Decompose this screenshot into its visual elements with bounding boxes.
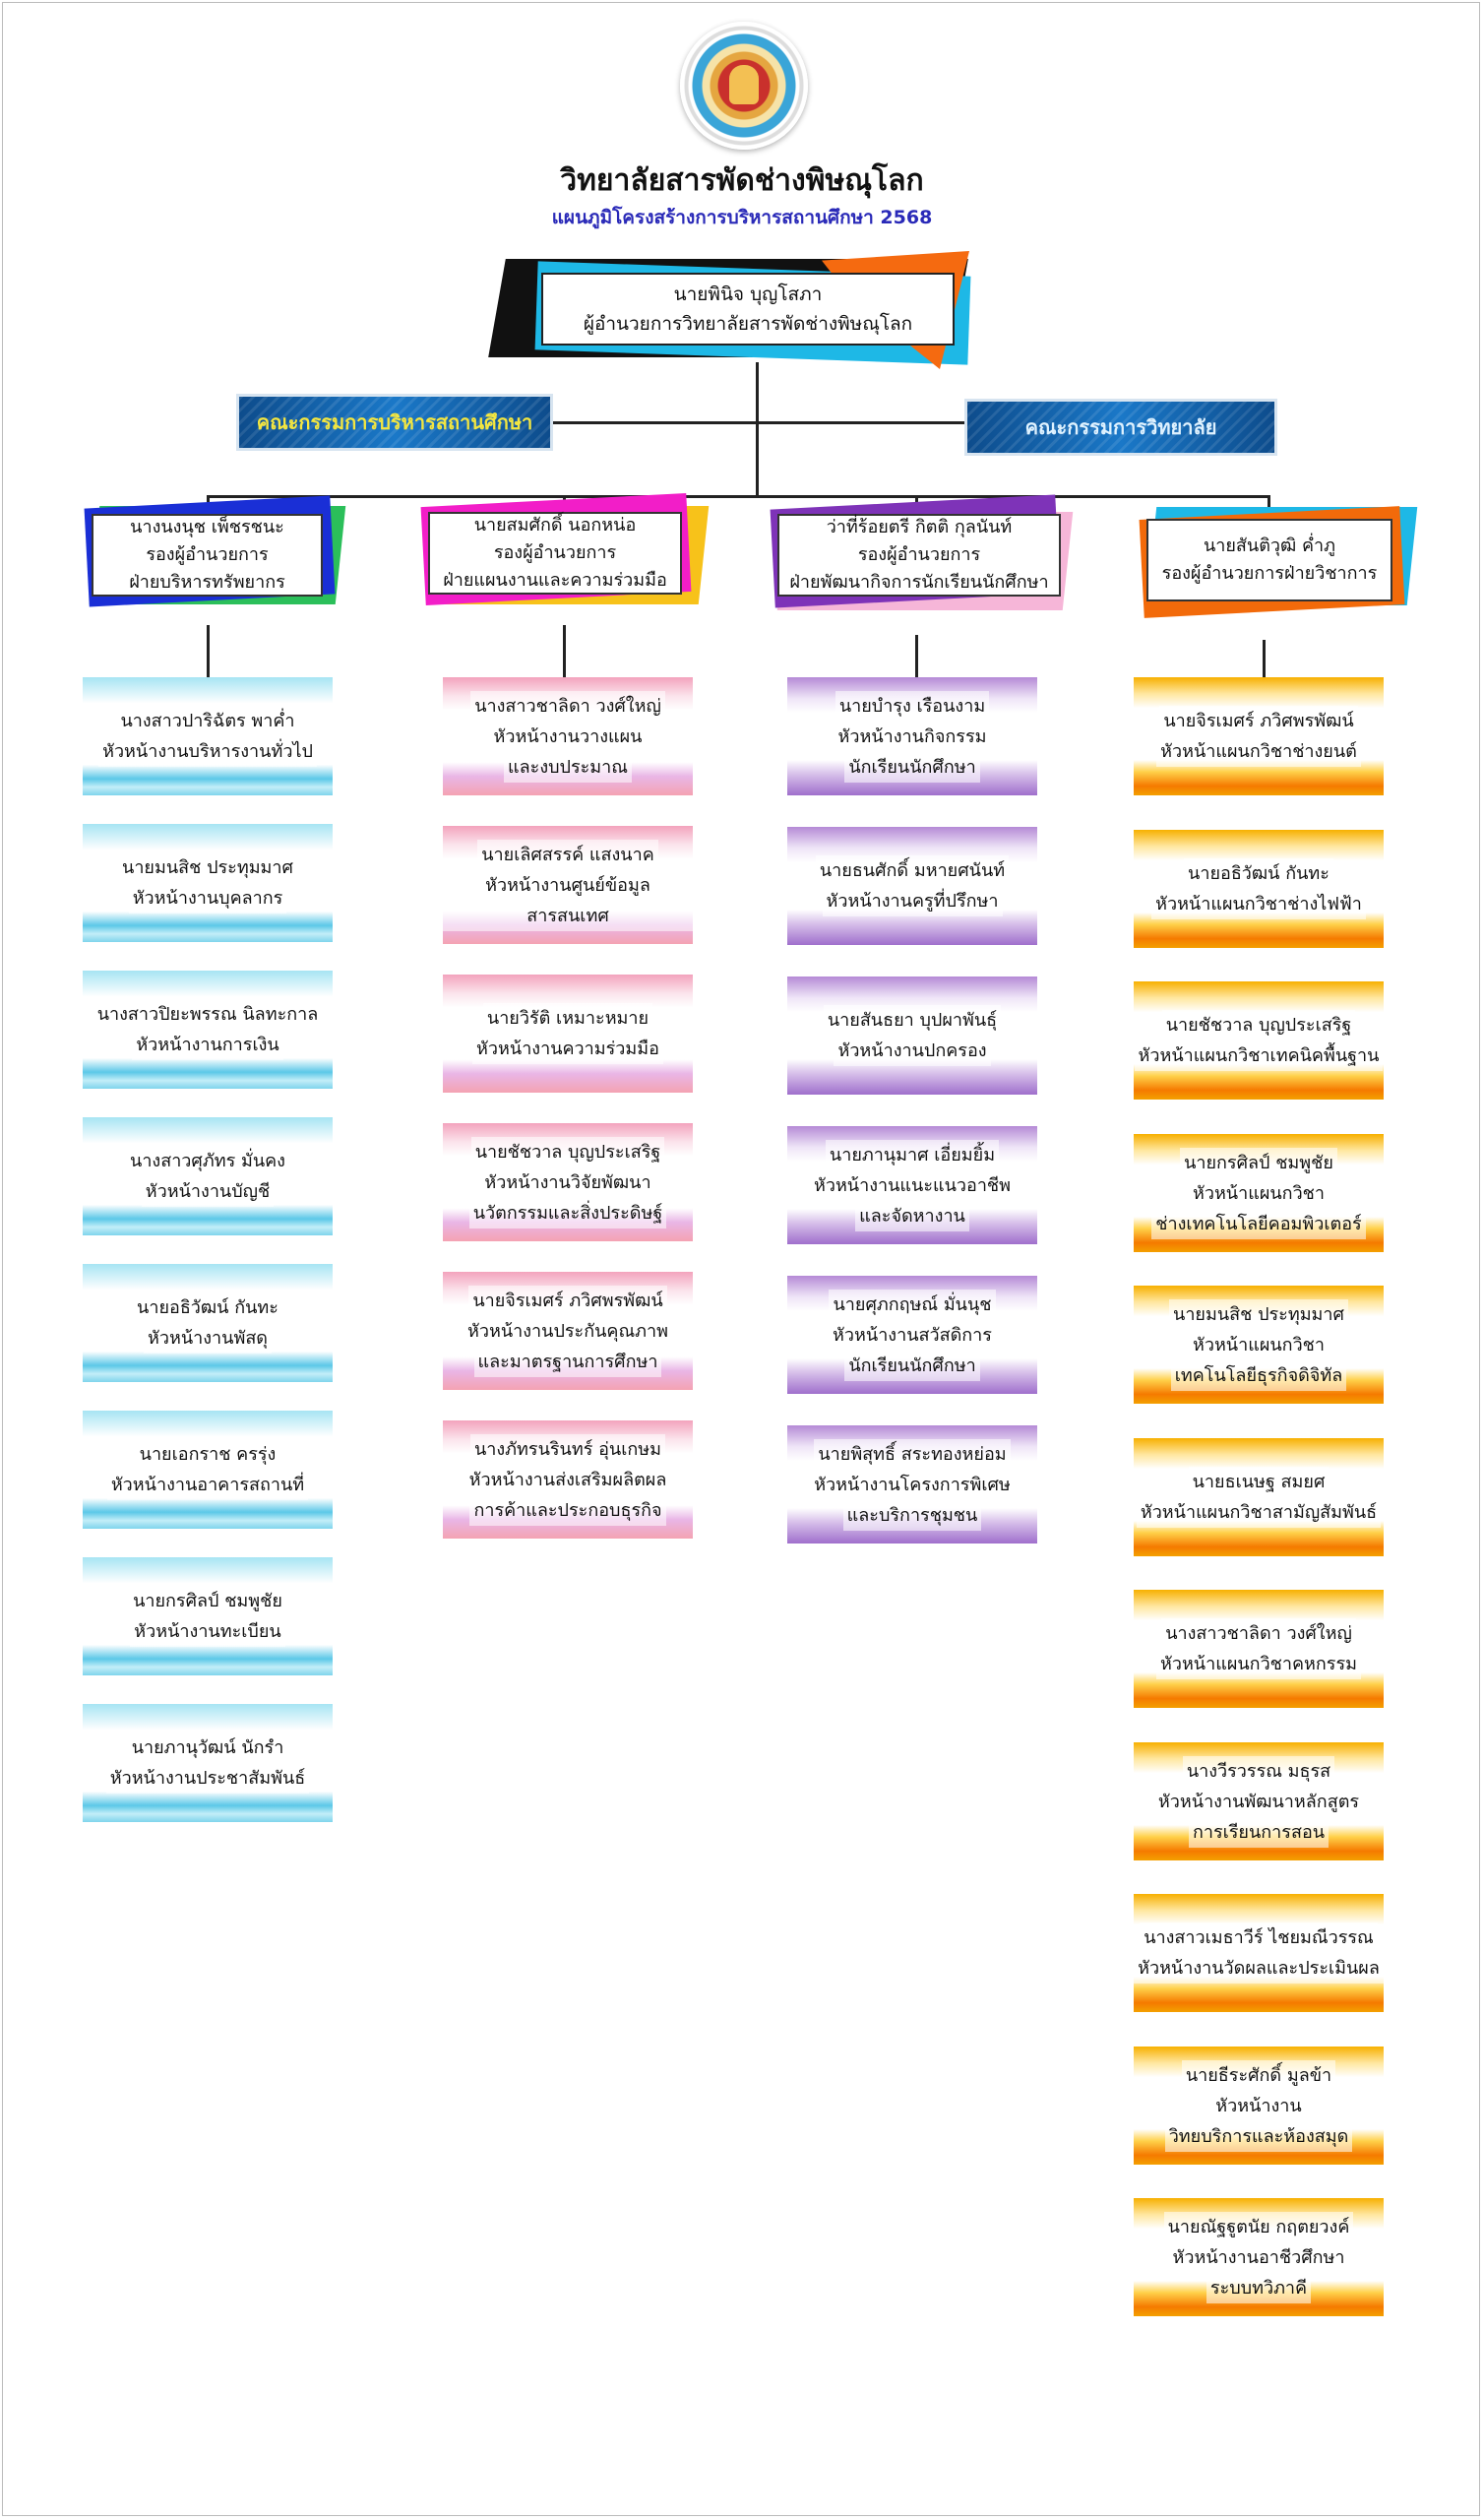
member-card	[83, 1117, 333, 1235]
member-card	[1134, 1286, 1384, 1404]
member-card-line: หัวหน้างานประกันคุณภาพ	[464, 1316, 672, 1347]
director-title: ผู้อำนวยการวิทยาลัยสารพัดช่างพิษณุโลก	[583, 313, 913, 335]
member-card-line: นายณัฐฐูตนัย กฤตยวงค์	[1164, 2212, 1354, 2242]
member-card-line: นายชัชวาล บุญประเสริฐ	[471, 1137, 665, 1167]
deputy-node	[763, 502, 1068, 610]
member-card-line: หัวหน้างานบริหารงานทั่วไป	[98, 736, 317, 767]
member-card-line: หัวหน้าแผนกวิชาคหกรรม	[1156, 1649, 1361, 1679]
member-card	[787, 1276, 1037, 1394]
member-card-line: นางสาวศุภัทร มั่นคง	[126, 1146, 289, 1176]
member-card	[443, 1420, 693, 1539]
member-card	[83, 971, 333, 1089]
member-card-line: นายเลิศสรรค์ แสงนาค	[477, 840, 657, 870]
member-card-line: หัวหน้างานประชาสัมพันธ์	[106, 1763, 310, 1794]
member-card-line: นายมนสิช ประทุมมาศ	[1169, 1299, 1348, 1330]
member-card-line: หัวหน้าแผนกวิชาเทคนิคพื้นฐาน	[1135, 1040, 1384, 1071]
member-card	[787, 1425, 1037, 1544]
deputy-line: ว่าที่ร้อยตรี กิตติ กุลนันท์	[826, 517, 1013, 537]
member-card-line: นายเอกราช ครรุ่ง	[136, 1439, 280, 1470]
member-card-line: หัวหน้างานส่งเสริมผลิตผล	[465, 1465, 671, 1495]
member-card-line: นายกรศิลป์ ชมพูชัย	[129, 1586, 286, 1616]
member-card	[443, 975, 693, 1093]
member-card	[443, 826, 693, 944]
member-card-line: นักเรียนนักศึกษา	[844, 1351, 979, 1381]
member-card-line: นายธีระศักดิ์ มูลข้า	[1182, 2060, 1335, 2091]
member-card	[443, 677, 693, 795]
director-node	[497, 251, 979, 369]
member-card-line: นักเรียนนักศึกษา	[844, 752, 979, 783]
member-card	[1134, 1742, 1384, 1860]
member-card-line: และงบประมาณ	[504, 752, 632, 783]
member-card-line: หัวหน้างานอาคารสถานที่	[107, 1470, 308, 1500]
member-card-line: นวัตกรรมและสิ่งประดิษฐ์	[469, 1198, 667, 1228]
member-card-line: หัวหน้างานแนะแนวอาชีพ	[810, 1170, 1015, 1201]
committee-connector-line	[547, 421, 970, 424]
deputy-line: นางนงนุช เพ็ชรชนะ	[130, 517, 284, 537]
member-card-line: หัวหน้าแผนกวิชา	[1189, 1330, 1329, 1360]
member-card	[1134, 677, 1384, 795]
member-card-line: นายภานุวัฒน์ นักรำ	[128, 1732, 288, 1763]
member-card-line: นายจิรเมศร์ ภวิศพรพัฒน์	[1159, 706, 1357, 736]
member-card-line: และจัดหางาน	[855, 1201, 969, 1231]
deputy-line: รองผู้อำนวยการ	[857, 544, 981, 565]
member-card-line: ช่างเทคโนโลยีคอมพิวเตอร์	[1151, 1209, 1365, 1239]
deputy-line: ฝ่ายบริหารทรัพยากร	[129, 572, 285, 593]
member-card	[1134, 1894, 1384, 2012]
deputy-node	[413, 500, 699, 608]
member-card-line: หัวหน้างาน	[1211, 2091, 1305, 2121]
member-card	[1134, 981, 1384, 1100]
member-card-line: การค้าและประกอบธุรกิจ	[469, 1495, 665, 1526]
member-card-line: หัวหน้างานศูนย์ข้อมูลสารสนเทศ	[443, 870, 693, 931]
member-card-line: นางสาวชาลิดา วงศ์ใหญ่	[470, 691, 665, 722]
member-card	[1134, 1134, 1384, 1252]
member-card	[83, 824, 333, 942]
college-emblem-icon	[680, 22, 808, 150]
member-card-line: หัวหน้างานวัดผลและประเมินผล	[1134, 1953, 1384, 1984]
deputy-line: รองผู้อำนวยการ	[146, 544, 269, 565]
member-card-line: นายบำรุง เรือนงาม	[835, 691, 989, 722]
member-card-line: วิทยบริการและห้องสมุด	[1165, 2121, 1353, 2152]
column-drop-line	[915, 635, 918, 679]
member-card-line: หัวหน้างานกิจกรรม	[835, 722, 991, 752]
member-card	[443, 1123, 693, 1241]
member-card-line: หัวหน้างานวิจัยพัฒนา	[480, 1167, 654, 1198]
member-card-line: หัวหน้าแผนกวิชาช่างไฟฟ้า	[1151, 889, 1366, 919]
member-card-line: นายภานุมาศ เอี่ยมยิ้ม	[826, 1140, 999, 1170]
deputy-line: ฝ่ายแผนงานและความร่วมมือ	[443, 570, 667, 591]
member-card-line: หัวหน้างานพัสดุ	[144, 1323, 272, 1354]
member-card-line: นายกรศิลป์ ชมพูชัย	[1180, 1148, 1337, 1178]
member-card	[1134, 1590, 1384, 1708]
member-card	[83, 1704, 333, 1822]
member-card-line: นางสาวปิยะพรรณ นิลทะกาล	[93, 999, 323, 1030]
column-drop-line	[1263, 640, 1266, 679]
member-card-line: หัวหน้างานครูที่ปรึกษา	[823, 886, 1003, 916]
member-card-line: หัวหน้าแผนกวิชาสามัญสัมพันธ์	[1137, 1497, 1381, 1528]
column-drop-line	[207, 625, 210, 679]
member-card-line: การเรียนการสอน	[1189, 1817, 1329, 1848]
member-card-line: หัวหน้างานสวัสดิการ	[829, 1320, 996, 1351]
member-card	[83, 677, 333, 795]
director-name: นายพินิจ บุญโสภา	[673, 284, 823, 305]
member-card	[1134, 2198, 1384, 2316]
member-card-line: เทคโนโลยีธุรกิจดิจิทัล	[1171, 1360, 1347, 1391]
committee-left-label: คณะกรรมการบริหารสถานศึกษา	[256, 410, 533, 434]
member-card-line: นายอธิวัฒน์ กันทะ	[1184, 858, 1333, 889]
committee-left-box	[236, 394, 553, 451]
member-card	[787, 976, 1037, 1095]
member-card-line: หัวหน้างานปกครอง	[834, 1036, 990, 1066]
trunk-line	[756, 362, 759, 497]
deputy-line: ฝ่ายพัฒนากิจการนักเรียนนักศึกษา	[789, 572, 1049, 593]
page-subtitle: แผนภูมิโครงสร้างการบริหารสถานศึกษา 2568	[551, 207, 933, 228]
member-card-line: นายธนศักดิ์ มหายศนันท์	[816, 855, 1009, 886]
member-card-line: นายสันธยา บุปผาพันธุ์	[824, 1005, 1001, 1036]
member-card-line: นายอธิวัฒน์ กันทะ	[133, 1292, 282, 1323]
member-card-line: หัวหน้าแผนกวิชาช่างยนต์	[1156, 736, 1361, 767]
deputy-node	[77, 502, 333, 610]
member-card-line: นายพิสุทธิ์ สระทองหย่อม	[814, 1439, 1010, 1470]
member-card	[787, 827, 1037, 945]
deputy-line: นายสมศักดิ์ นอกหน่อ	[473, 515, 637, 536]
member-card	[787, 677, 1037, 795]
member-card-line: ระบบทวิภาคี	[1206, 2273, 1311, 2303]
deputy-line: รองผู้อำนวยการ	[493, 542, 617, 563]
member-card-line: หัวหน้างานอาชีวศึกษา	[1169, 2242, 1349, 2273]
member-card	[1134, 830, 1384, 948]
member-card-line: นางวีรวรรณ มธุรส	[1183, 1756, 1334, 1787]
member-card-line: นายชัชวาล บุญประเสริฐ	[1162, 1010, 1356, 1040]
member-card-line: นายธเนษฐ สมยศ	[1189, 1467, 1329, 1497]
member-card	[787, 1126, 1037, 1244]
member-card-line: นางสาวเมธาวีร์ ไชยมณีวรรณ	[1140, 1922, 1378, 1953]
member-card-line: นางภัทรนรินทร์ อุ่นเกษม	[470, 1434, 665, 1465]
member-card-line: และมาตรฐานการศึกษา	[474, 1347, 662, 1377]
member-card-line: และบริการชุมชน	[843, 1500, 982, 1531]
member-card-line: นายมนสิช ประทุมมาศ	[118, 852, 297, 883]
member-card-line: หัวหน้างานความร่วมมือ	[472, 1034, 663, 1064]
committee-right-label: คณะกรรมการวิทยาลัย	[1024, 415, 1217, 439]
column-drop-line	[563, 625, 566, 679]
member-card-line: หัวหน้างานวางแผน	[490, 722, 647, 752]
member-card	[83, 1411, 333, 1529]
member-card-line: นายวิรัติ เหมาะหมาย	[483, 1003, 652, 1034]
deputy-line: รองผู้อำนวยการฝ่ายวิชาการ	[1161, 563, 1378, 584]
member-card-line: หัวหน้างานพัฒนาหลักสูตร	[1154, 1787, 1363, 1817]
member-card-line: นายศุภกฤษณ์ มั่นนุช	[829, 1290, 995, 1320]
committee-right-box	[964, 399, 1277, 456]
member-card-line: หัวหน้างานบุคลากร	[129, 883, 287, 914]
member-card-line: หัวหน้างานการเงิน	[132, 1030, 282, 1060]
member-card	[1134, 1438, 1384, 1556]
deputy-node	[1132, 507, 1407, 615]
member-card-line: หัวหน้างานบัญชี	[142, 1176, 274, 1207]
member-card	[443, 1272, 693, 1390]
member-card-line: หัวหน้างานทะเบียน	[130, 1616, 284, 1647]
member-card	[1134, 2047, 1384, 2165]
page-title: วิทยาลัยสารพัดช่างพิษณุโลก	[560, 163, 924, 198]
member-card-line: หัวหน้างานโครงการพิเศษ	[810, 1470, 1015, 1500]
member-card	[83, 1557, 333, 1675]
member-card-line: นางสาวชาลิดา วงศ์ใหญ่	[1161, 1618, 1356, 1649]
deputies-bus-line	[207, 495, 1269, 498]
member-card-line: นายจิรเมศร์ ภวิศพรพัฒน์	[468, 1286, 666, 1316]
deputy-line: นายสันติวุฒิ ค่ำภู	[1203, 536, 1336, 556]
member-card	[83, 1264, 333, 1382]
member-card-line: นางสาวปาริฉัตร พาค่ำ	[116, 706, 298, 736]
member-card-line: หัวหน้าแผนกวิชา	[1189, 1178, 1329, 1209]
